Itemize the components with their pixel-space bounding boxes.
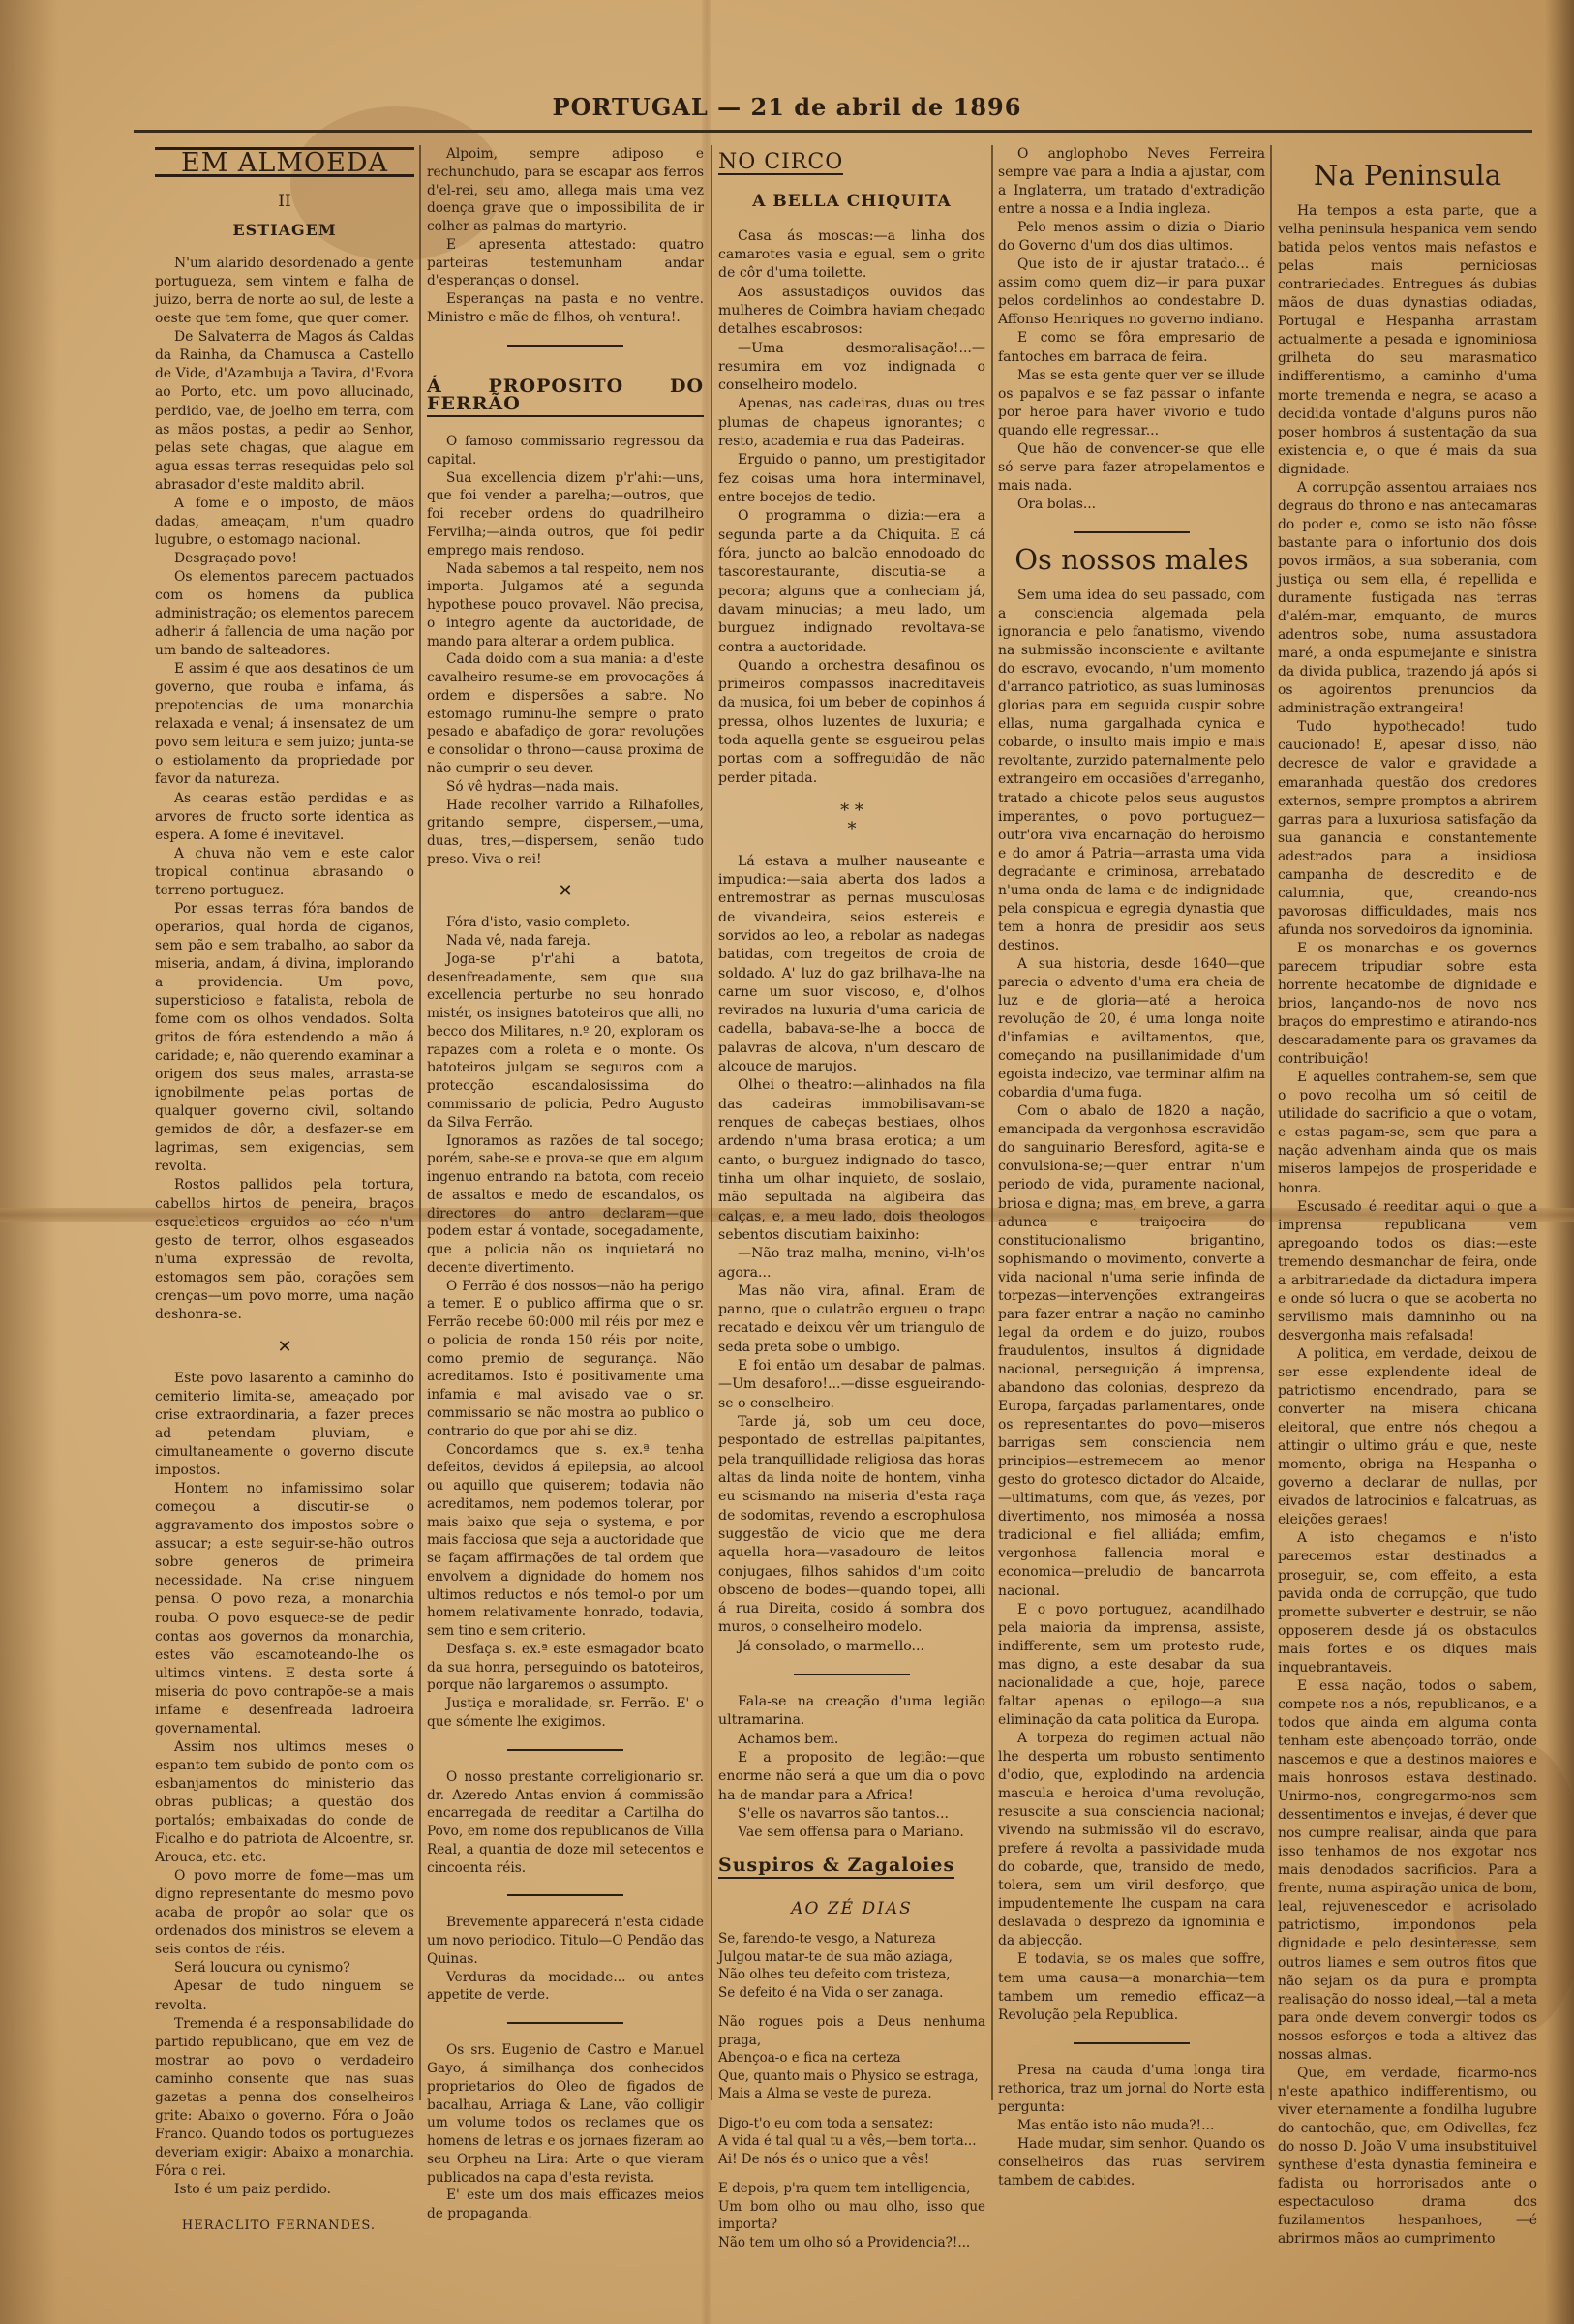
article-title-em-almoeda: EM ALMOEDA bbox=[155, 147, 414, 177]
article-title-na-peninsula: Na Peninsula bbox=[1313, 159, 1501, 192]
paragraph: Desfaça s. ex.ª este esmagador boato da sua honra, perseguindo os batoteiros, porque não largaremos o assumpto. bbox=[427, 1641, 704, 1694]
paragraph: Que hão de convencer-se que elle só serve para fazer atropelamentos e mais nada. bbox=[998, 440, 1265, 494]
paragraph: Cada doido com a sua mania: a d'este cavalheiro resume-se em provocações á ordem e dispersões a sabre. No estomago ruminu-lhe sempre o prato pesado e abafadiço de gorar revoluções e consolidar o throno—causa proxima de não cumprir o seu dever. bbox=[427, 651, 704, 776]
paragraph: O famoso commissario regressou da capital. bbox=[427, 434, 704, 468]
section-divider bbox=[507, 345, 623, 347]
paragraph: Apenas, nas cadeiras, duas ou tres plumas de chapeus ignorantes; o resto, academia e rua das Padeiras. bbox=[718, 396, 985, 450]
paragraph: S'elle os navarros são tantos... bbox=[738, 1805, 949, 1822]
paragraph: Desgraçado povo! bbox=[174, 550, 298, 566]
column-separator bbox=[711, 145, 712, 2100]
paragraph: O anglophobo Neves Ferreira sempre vae para a India a ajustar, com a Inglaterra, um tratado d'extradição entre a nossa e a India ingleza. bbox=[998, 146, 1265, 218]
paragraph: Escusado é reeditar aqui o que a imprensa republicana vem apregoando todos os dias:—este tremendo desmanchar de feira, onde a arbitrariedade da dictadura impera e onde só lucra o que se acoberta no servilismo mais damninho ou na desvergonha mais refalsada! bbox=[1278, 1198, 1537, 1343]
poem-line: Um bom olho ou mau olho, isso que importa? bbox=[718, 2198, 985, 2233]
paragraph: E essa nação, todos o sabem, compete-nos a nós, republicanos, e a todos que ainda em alguma conta tenham este abençoado torrão, onde nascemos e que a destinos maiores e mais honrosos estava destinado. Unirmo-nos, congregarmo-nos sem dessentimentos e invejas, é dever que nos cumpre realisar, ainda que para isso tenhamos de nos exgotar nos mais denodados sacrificios. Para a frente, numa aspiração unica de bom, leal, rejuvenescedor e acrisolado patriotismo, impondonos pela dignidade e pelo desinteresse, sem outros liames e sem outros fitos que não sejam os da pura e prompta realisação do nosso ideal,—tal a meta para onde devem convergir todos os nossos esforços e toda a altivez das nossas almas. bbox=[1278, 1677, 1537, 2063]
paragraph: A corrupção assentou arraiaes nos degraus do throno e nas antecamaras do poder e, como se isto não fôsse bastante para o infortunio dos dois povos irmãos, a sua soberania, com justiça ou sem ella, é repellida e duramente fustigada nas terras d'além-mar, emquanto, de muros adentros sobe, numa assustadora maré, a onda espumejante e sinistra da divida publica, trazendo já após si os agoirentos prenuncios da administração extrangeira! bbox=[1278, 479, 1537, 717]
paragraph: Hade mudar, sim senhor. Quando os conselheiros das ruas servirem tambem de cabides. bbox=[998, 2135, 1265, 2188]
paragraph: O povo morre de fome—mas um digno representante do mesmo povo acaba de propôr ao solar que os ordenados dos ministros se elevem a seis contos de réis. bbox=[155, 1868, 414, 1958]
paragraph: E como se fôra empresario de fantoches em barraca de feira. bbox=[998, 330, 1265, 365]
paragraph: A isto chegamos e n'isto parecemos estar destinados a proseguir, se, com effeito, a esta pavida onda de corrupção, que tudo promette subverter e destruir, se não opposerem desde já os obstaculos mais fortes e os diques mais inquebrantaveis. bbox=[1278, 1530, 1537, 1675]
section-divider bbox=[794, 1674, 910, 1675]
paragraph: Joga-se p'r'ahi a batota, desenfreadamente, sem que sua excellencia perturbe no seu honrado mistér, os insignes batoteiros que alli, no becco dos Militares, n.º 20, exploram os rapazes com a roleta e o monte. Os batoteiros julgam se seguros com a protecção escandalosissima do commissario de policia, Pedro Augusto da Silva Ferrão. bbox=[427, 951, 704, 1131]
paragraph: Por essas terras fóra bandos de operarios, qual horda de ciganos, sem pão e sem trabalho, ao sabor da miseria, andam, á divina, implorando a providencia. Um povo, supersticioso e fatalista, rebola de fome com os olhos vendados. Solta gritos de fóra estendendo a mão á caridade; e, não querendo examinar a origem dos seus males, arrasta-se ignobilmente pelas portas de qualquer governo civil, soltando gemidos de dôr, a desfazer-se em lagrimas, sem exigencias, sem revolta. bbox=[155, 900, 414, 1175]
poem-line: Não olhes teu defeito com tristeza, bbox=[718, 1967, 951, 1983]
poem-line: A vida é tal qual tu a vês,—bem torta... bbox=[718, 2133, 977, 2150]
paragraph: Concordamos que s. ex.ª tenha defeitos, devidos á epilepsia, ao alcool ou aquillo que quiserem; todavia não acreditamos, nem podemos tolerar, por mais baixo que seja o systema, e por mais facciosa que seja a auctoridade que se façam affirmações de tal ordem que envolvem a dignidade do homem nos ultimos reductos e nós temol-o por um homem relativamente honrado, todavia, sem tino e sem criterio. bbox=[427, 1441, 704, 1640]
paper-edge-shadow-left bbox=[0, 0, 58, 2324]
paragraph: Justiça e moralidade, sr. Ferrão. E' o que sómente lhe exigimos. bbox=[427, 1696, 704, 1731]
paragraph: Que isto de ir ajustar tratado... é assim como quem diz—ir para puxar pelos cordelinhos ao condestabre D. Affonso Henriques no governo indiano. bbox=[998, 257, 1265, 328]
paragraph: E apresenta attestado: quatro parteiras testemunham andar d'esperanças o donsel. bbox=[427, 236, 704, 289]
column-1 bbox=[155, 145, 414, 2235]
paragraph: Sem uma idea do seu passado, com a consciencia algemada pela ignorancia e pelo fanatismo, vivendo na submissão inconsciente e aviltante do escravo, evocando, n'um momento d'arranco patriotico, as suas luminosas glorias para em seguida cuspir sobre ellas, numa gargalhada cynica e cobarde, o insulto mais impio e mais revoltante, zurzido paternalmente pelo extrangeiro em occasiões d'arreganho, tratado a chicote pelos seus augustos imperantes, o povo portuguez—outr'ora viva encarnação do heroismo e do amor á Patria—arrasta uma vida degradante e criminosa, arrebatado n'uma onda de lama e de indignidade pela conspicua e egregia dynastia que tem a honra de presidir aos seus destinos. bbox=[998, 587, 1265, 953]
paragraph: Achamos bem. bbox=[738, 1731, 839, 1747]
paragraph: A sua historia, desde 1640—que parecia o advento d'uma era cheia de luz e de gloria—até a heroica revolução de 20, é uma longa noite d'infamias e aviltamentos, que, começando na pusillanimidade d'um egoista indecizo, vae terminar alfim na cobardia d'uma fuga. bbox=[998, 955, 1265, 1102]
poem-line: Se, farendo-te vesgo, a Natureza bbox=[718, 1931, 936, 1947]
paragraph: E assim é que aos desatinos de um governo, que rouba e infama, ás prepotencias de uma monarchia relaxada e venal; á insensatez de um povo sem leitura e sem juizo; junta-se o estiolamento da propriedade por favor da natureza. bbox=[155, 661, 414, 788]
paragraph: Só vê hydras—nada mais. bbox=[446, 778, 620, 795]
paragraph: O Ferrão é dos nossos—não ha perigo a temer. E o publico affirma que o sr. Ferrão recebe 60:000 mil réis por mez e o policia de ronda 150 réis por noite, como premio de segurança. Não acreditamos. Isto é positivamente uma infamia e mal avisado vae o sr. commissario se não mostra ao publico o contrario do que por ahi se diz. bbox=[427, 1278, 704, 1439]
poem-stanza bbox=[718, 2013, 985, 2103]
paragraph: Fala-se na creação d'uma legião ultramarina. bbox=[718, 1694, 985, 1729]
poem-title: AO ZÉ DIAS bbox=[791, 1898, 913, 1918]
poem-line: Se defeito é na Vida o ser zanaga. bbox=[718, 1984, 944, 2001]
poem-line: Mais a Alma se veste de pureza. bbox=[718, 2086, 932, 2102]
paragraph: Ora bolas... bbox=[1017, 496, 1097, 512]
article-title-ferrao: Á PROPOSITO DO FERRÃO bbox=[427, 377, 704, 418]
paragraph: Ha tempos a esta parte, que a velha peninsula hespanica vem sendo batida pelos ventos mais nefastos e pelas mais perniciosas contrariedades. Entregues ás dubias mãos de duas dynastias odiadas, Portugal e Hespanha arrastam actualmente a pesada e ignominiosa grilheta do seu marasmatico indifferentismo, a caminho d'uma morte tremenda e negra, se acaso a decidida vontade d'alguns puros não poser hombros á sustentação da sua existencia e, o que é mais da sua dignidade. bbox=[1278, 203, 1537, 477]
section-divider bbox=[507, 1894, 623, 1896]
paragraph: E os monarchas e os governos parecem tripudiar sobre esta horrente hecatombe de dignidade e brios, lançando-nos de novo nos braços do emprestimo e atirando-nos descaradamente para os gravames da contribuição! bbox=[1278, 940, 1537, 1068]
column-separator bbox=[1270, 145, 1272, 2100]
paragraph: Verduras da mocidade... ou antes appetite de verde. bbox=[427, 1969, 704, 2004]
section-divider-cross: ✕ bbox=[558, 880, 573, 901]
paragraph: Quando a orchestra desafinou os primeiros compassos inacreditaveis da musica, foi um beber de copinhos á pressa, olhos luzentes de luxuria; e toda aquella gente se esgueirou pelas portas com a soffreguidão de não perder pitada. bbox=[718, 657, 985, 786]
paragraph: Pelo menos assim o dizia o Diario do Governo d'um dos dias ultimos. bbox=[998, 220, 1265, 255]
column-4 bbox=[998, 145, 1265, 2190]
section-divider bbox=[1074, 531, 1190, 533]
paragraph: O programma o dizia:—era a segunda parte a da Chiquita. E cá fóra, juncto ao balcão ennodoado do tascorestaurante, discutia-se a pecora; alguns que a conheciam já, davam minucias; a meu lado, um burguez indignado revoltava-se contra a auctoridade. bbox=[718, 508, 985, 655]
paragraph: Esperanças na pasta e no ventre. Ministro e mãe de filhos, oh ventura!. bbox=[427, 291, 704, 325]
paragraph: Ignoramos as razões de tal socego; porém, sabe-se e prova-se que em algum ingenuo entrando na batota, com receio de assaltos e medo de escandalos, os directores do antro declaram—que podem estar á vontade, socegadamente, que a policia não os inquietará no decente divertimento. bbox=[427, 1132, 704, 1276]
paragraph: Este povo lasarento a caminho do cemiterio limita-se, ameaçado por crise extraordinaria, a fazer preces ad petendam pluviam, e cimultaneamente o governo discute impostos. bbox=[155, 1370, 414, 1479]
poem-line: E depois, p'ra quem tem intelligencia, bbox=[718, 2181, 971, 2197]
poem-line: Julgou matar-te de sua mão aziaga, bbox=[718, 1948, 953, 1965]
paragraph: Nada vê, nada fareja. bbox=[446, 933, 590, 950]
masthead: PORTUGAL — 21 de abril de 1896 bbox=[552, 93, 1022, 121]
paragraph: Os srs. Eugenio de Castro e Manuel Gayo, á similhança dos conhecidos proprietarios do Oleo de figados de bacalhau, Arriaga & Lane, vão colligir um volume todos os reclames que os homens de letras e os jornaes fizeram ao seu Orpheu na Lira: Arte o que vieram publicados na capa d'esta revista. bbox=[427, 2042, 704, 2186]
article-title-no-circo: NO CIRCO bbox=[718, 150, 844, 174]
section-divider-stars: * * * bbox=[840, 800, 863, 840]
paragraph: Rostos pallidos pela tortura, cabellos hirtos de peneira, braços esqueleticos erguidos ao céo n'um gesto de terror, olhos esgaseados n'uma expressão de revolta, estomagos sem pão, corações sem crenças—um povo morre, uma nação deshonra-se. bbox=[155, 1177, 414, 1322]
paragraph: Com o abalo de 1820 a nação, emancipada da vergonhosa escravidão do sanguinario Beresford, agita-se e convulsiona-se;—quer entrar n'um periodo de vida, puramente nacional, briosa e digna; mas, em breve, a garra adunca e traiçoeira do constitucionalismo brigantino, sophismando o movimento, converte a vida nacional n'uma serie infinda de torpezas—intervenções extrangeiras para fazer entrar a nação no caminho legal da ordem e do juizo, roubos fraudulentos, insultos á dignidade nacional, perseguição á imprensa, abandono das colonias, desprezo da Europa, farçadas parlamentares, onde os representantes do povo—miseros barrigas sem consciencia nem principios—estremecem ao menor gesto do grotesco dictador do Alcaide,—ultimatums, com que, ás vezes, por divertimento, nos mimoséa a nossa tradicional e fiel alliáda; emfim, vergonhosa fallencia moral e economica—preludio de bancarrota nacional. bbox=[998, 1103, 1265, 1599]
poem-line: Ai! De nós és o unico que a vês! bbox=[718, 2151, 930, 2167]
paragraph: Que, em verdade, ficarmo-nos n'este apathico indifferentismo, ou viver eternamente a fondilha lugubre do cantochão, que, em Odivellas, fez do nosso D. João V uma insubstituivel synthese d'esta dynastia femineira e fadista ou horrorisados ante o espectaculoso drama dos fuzilamentos hespanhoes, —é abrirmos mãos ao cumprimento bbox=[1278, 2065, 1537, 2248]
poem-line: Que, quanto mais o Physico se estraga, bbox=[718, 2067, 979, 2084]
paragraph: E aquelles contrahem-se, sem que o povo recolha um só ceitil de utilidade do sacrificio a que o votam, e estas pagam-se, sem que para a nação advenham ainda que os mais miseros lampejos de prosperidade e honra. bbox=[1278, 1070, 1537, 1196]
paragraph: A chuva não vem e este calor tropical continua abrasando o terreno portuguez. bbox=[155, 845, 414, 898]
section-divider-cross: ✕ bbox=[277, 1336, 292, 1357]
column-5 bbox=[1278, 145, 1537, 2249]
paragraph: Olhei o theatro:—alinhados na fila das cadeiras immobilisavam-se renques de cabeças bestiaes, olhos ardendo n'uma brasa erotica; a um canto, o burguez indignado do tasco, tinha um olhar inquieto, de soslaio, mão sepultada na algibeira das calças, e, a meu lado, dois theologos sebentos discutiam baixinho: bbox=[718, 1077, 985, 1243]
paragraph: Mas então isto não muda?!... bbox=[1017, 2117, 1215, 2133]
paragraph: Será loucura ou cynismo? bbox=[174, 1960, 350, 1977]
paragraph: Fóra d'isto, vasio completo. bbox=[446, 915, 631, 931]
paragraph: Presa na cauda d'uma longa tira rethorica, traz um jornal do Norte esta pergunta: bbox=[998, 2062, 1265, 2115]
paragraph: Apesar de tudo ninguem se revolta. bbox=[155, 1978, 414, 2013]
article-signature: HERACLITO FERNANDES. bbox=[181, 2218, 376, 2234]
header-rule bbox=[134, 130, 1532, 133]
paragraph: —Não traz malha, menino, vi-lh'os agora... bbox=[718, 1246, 985, 1281]
poem-stanza bbox=[718, 2180, 985, 2251]
paragraph: Erguido o panno, um prestigitador fez coisas uma hora interminavel, entre bocejos de tedio. bbox=[718, 452, 985, 505]
poem-section-title: Suspiros & Zagaloies bbox=[718, 1856, 954, 1879]
paragraph: Sua excellencia dizem p'r'ahi:—uns, que foi vender a parelha;—outros, que foi receber ordens do quadrilheiro Fervilha;—ainda outros, que foi pedir emprego mais rendoso. bbox=[427, 469, 704, 558]
column-3 bbox=[718, 145, 985, 2263]
paragraph: Hontem no infamissimo solar começou a discutir-se o aggravamento dos impostos sobre o assucar; a este seguir-se-hão outros sobre generos de primeira necessidade. Na crise ninguem pensa. O povo reza, a monarchia rouba. O povo esquece-se de pedir contas aos governos da monarchia, estes vão escamoteando-lhe os ultimos vintens. E desta sorte á miseria do povo contrapõe-se a mais infame e desenfreada ladroeira governamental. bbox=[155, 1481, 414, 1736]
paragraph: —Uma desmoralisação!...—resumira em voz indignada o conselheiro modelo. bbox=[718, 340, 985, 394]
paragraph: Aos assustadiços ouvidos das mulheres de Coimbra haviam chegado detalhes escabrosos: bbox=[718, 284, 985, 338]
column-separator bbox=[991, 145, 993, 2100]
paragraph: Tarde já, sob um ceu doce, pespontado de estrellas palpitantes, pela tranquillidade religiosa das horas altas da linda noite de hontem, vinha eu scismando na miseria d'esta raça de sodomitas, revendo a escrophulosa suggestão de vicio que me dera aquella hora—vasadouro de leitos conjugaes, filhos sahidos d'um coito obsceno de bodes—quando topei, alli á rua Direita, cosido á sombra dos muros, o conselheiro modelo. bbox=[718, 1414, 985, 1636]
paragraph: A politica, em verdade, deixou de ser esse explendente ideal de patriotismo encendrado, para se converter na misera chicana eleitoral, que entre nós chegou a attingir o ultimo gráu e que, neste momento, obriga na Hespanha o governo a declarar de nullas, por eivados de latrocinios e falcatruas, as eleições geraes! bbox=[1278, 1345, 1537, 1528]
paragraph: Nada sabemos a tal respeito, nem nos importa. Julgamos até a segunda hypothese pouco provavel. Não precisa, o integro agente da auctoridade, de mando para alterar a ordem publica. bbox=[427, 560, 704, 649]
paragraph: A torpeza do regimen actual não lhe desperta um robusto sentimento d'odio, que, explodindo na ardencia mascula e heroica d'uma revolução, resuscite a sua consciencia nacional; vivendo na submissão vil do escravo, prefere á revolta a passividade muda do cobarde, que, transido de medo, tolera, sem um viril desforço, que impudentemente lhe cuspam na cara deslavada o desprezo da ignominia e da abjecção. bbox=[998, 1730, 1265, 1949]
paragraph: Assim nos ultimos meses o espanto tem subido de ponto com os esbanjamentos do ministerio das obras publicas; a questão dos portalós; embaixadas do conde de Ficalho e do patriota de Alcoentre, sr. Arouca, etc. etc. bbox=[155, 1738, 414, 1866]
paragraph: E a proposito de legião:—que enorme não será a que um dia o povo ha de mandar para a Africa! bbox=[718, 1750, 985, 1803]
poem-stanza bbox=[718, 1930, 985, 2002]
paragraph: Já consolado, o marmello... bbox=[738, 1638, 924, 1654]
paragraph: Brevemente apparecerá n'esta cidade um novo periodico. Titulo—O Pendão das Quinas. bbox=[427, 1915, 704, 1967]
poem-line: Não tem um olho só a Providencia?!... bbox=[718, 2234, 971, 2250]
paragraph: Vae sem offensa para o Mariano. bbox=[738, 1825, 964, 1841]
paragraph: N'um alarido desordenado a gente portugueza, sem vintem e falha de juizo, berra de norte ao sul, de leste a oeste que tem fome, que quer comer. bbox=[155, 256, 414, 327]
paragraph: E o povo portuguez, acandilhado pela maioria da imprensa, assiste, indifferente, sem um protesto rude, mas digno, a este desabar da sua nacionalidade a que, hoje, parece faltar apenas o epilogo—a sua eliminação da cata politica da Europa. bbox=[998, 1601, 1265, 1728]
paragraph: Isto é um paiz perdido. bbox=[174, 2181, 332, 2197]
poem-line: Abençoa-o e fica na certeza bbox=[718, 2050, 901, 2067]
paragraph: A fome e o imposto, de mãos dadas, ameaçam, n'um quadro lugubre, o estomago nacional. bbox=[155, 495, 414, 548]
column-2 bbox=[427, 145, 704, 2223]
article-title-os-nossos-males: Os nossos males bbox=[1014, 542, 1249, 576]
article-part-number: II bbox=[278, 192, 291, 212]
paragraph: Os elementos parecem pactuados com os homens da publica administração; os elementos parecem adherir á fallencia de uma nação por um bando de salteadores. bbox=[155, 568, 414, 659]
paragraph: Mas se esta gente quer ver se illude os papalvos e se faz passar o infante por heroe para haver vivorio e tudo quando elle regressar... bbox=[998, 367, 1265, 438]
paragraph: As cearas estão perdidas e as arvores de fructo sorte identica as espera. A fome é inevitavel. bbox=[155, 790, 414, 843]
paragraph: E' este um dos mais efficazes meios de propaganda. bbox=[427, 2188, 704, 2222]
poem-stanza bbox=[718, 2115, 985, 2169]
paragraph: Tremenda é a responsabilidade do partido republicano, que em vez de mostrar ao povo o verdadeiro caminho consente que nas suas gazetas a penna dos conselheiros grite: Abaixo o governo. Fóra o João Franco. Quando todos os portuguezes deveriam exigir: Abaixo a monarchia. Fóra o rei. bbox=[155, 2015, 414, 2179]
column-separator bbox=[419, 145, 421, 2100]
section-divider bbox=[507, 2022, 623, 2024]
paragraph: O nosso prestante correligionario sr. dr. Azeredo Antas envion á commissão encarregada de reeditar a Cartilha do Povo, em nome dos republicanos de Villa Real, a quantia de doze mil setecentos e cincoenta réis. bbox=[427, 1768, 704, 1876]
poem-line: Não rogues pois a Deus nenhuma praga, bbox=[718, 2014, 985, 2048]
paragraph: Lá estava a mulher nauseante e impudica:—saia aberta dos lados a entremostrar as pernas musculosas de vivandeira, seios estereis e sorvidos ao leo, a rebolar as nadegas batidas, com tregeitos de croia de soldado. A' luz do gaz brilhava-lhe na carne um suor viscoso, e, d'olhos revirados na luxuria d'uma caricia de cadella, babava-se-lhe a bocca de palavras de alcova, n'um descaro de alcouce de marujos. bbox=[718, 853, 985, 1075]
paragraph: Casa ás moscas:—a linha dos camarotes vasia e egual, sem o grito de côr d'uma toilette. bbox=[718, 227, 985, 282]
article-subtitle: A BELLA CHIQUITA bbox=[752, 192, 952, 212]
poem bbox=[718, 1930, 985, 2251]
paragraph: Alpoim, sempre adiposo e rechunchudo, para se escapar aos ferros d'el-rei, seu amo, allega mais uma vez doença grave que o impossibilita de ir colher as palmas do martyrio. bbox=[427, 146, 704, 235]
paragraph: Tudo hypothecado! tudo caucionado! E, apesar d'isso, não decresce de valor e gravidade a emaranhada questão dos credores externos, sempre promptos a abrirem garras para a luxuriosa satisfação da sua ganancia e constantemente adestrados para a insidiosa campanha de descredito e de calumnia, que, creando-nos pavorosas difficuldades, mais nos afunda nos sorvedoiros da ignominia. bbox=[1278, 719, 1537, 938]
article-subtitle: ESTIAGEM bbox=[232, 221, 337, 240]
poem-line: Digo-t'o eu com toda a sensatez: bbox=[718, 2115, 934, 2131]
paragraph: E todavia, se os males que soffre, tem uma causa—a monarchia—tem tambem um remedio efficaz—a Revolução pela Republica. bbox=[998, 1951, 1265, 2023]
paragraph: E foi então um desabar de palmas. —Um desaforo!...—disse esgueirando-se o conselheiro. bbox=[718, 1358, 985, 1411]
paragraph: De Salvaterra de Magos ás Caldas da Rainha, da Chamusca a Castello de Vide, d'Azambuja a Tavira, d'Evora ao Porto, etc. um povo allucinado, perdido, vae, de joelho em terra, com as mãos postas, a pedir ao Senhor, pelas sete chagas, que alague em agua essas terras resequidas pelo sol abrasador d'este maldito abril. bbox=[155, 329, 414, 493]
paragraph: Hade recolher varrido a Rilhafolles, gritando sempre, dispersem,—uma, duas, tres,—dispersem, senão tudo preso. Viva o rei! bbox=[427, 797, 704, 867]
section-divider bbox=[1074, 2042, 1190, 2044]
paragraph: Mas não vira, afinal. Eram de panno, que o culatrão ergueu o trapo recatado e deixou vêr um triangulo de seda preta sobe o umbigo. bbox=[718, 1283, 985, 1355]
section-divider bbox=[507, 1749, 623, 1751]
